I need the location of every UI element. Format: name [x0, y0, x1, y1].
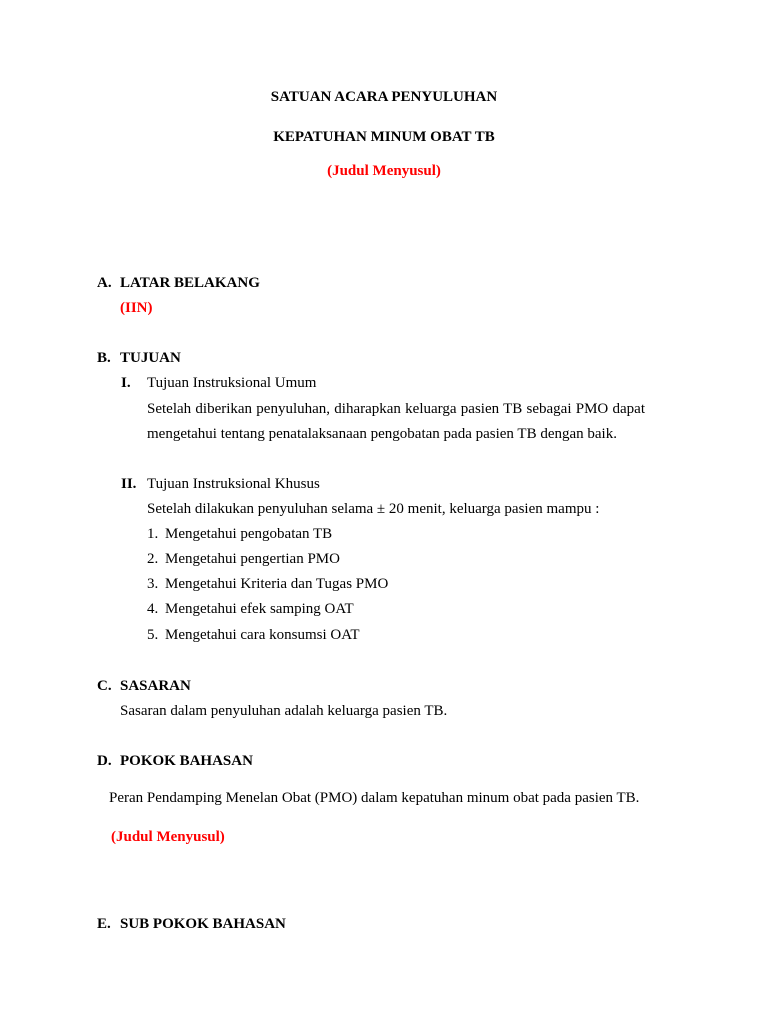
section-a-heading: [97, 274, 260, 292]
objective-general-title: Tujuan Instruksional Umum: [147, 375, 317, 391]
document-title: SATUAN ACARA PENYULUHAN: [270, 89, 498, 105]
list-item-text: Mengetahui pengertian PMO: [165, 551, 340, 567]
list-item: [147, 525, 332, 543]
list-item-number: 1.: [147, 526, 159, 542]
document-subtitle: KEPATUHAN MINUM OBAT TB: [273, 129, 495, 145]
list-item: [147, 600, 354, 618]
list-item: [147, 575, 388, 593]
objective-general-text-line-2: mengetahui tentang penatalaksanaan pengobatan pada pasien TB dengan baik.: [147, 426, 617, 442]
section-a-letter: A.: [97, 275, 112, 291]
section-d-heading: [97, 752, 253, 770]
section-a-note: (IIN): [120, 300, 153, 316]
list-item-number: 3.: [147, 576, 159, 592]
section-c-title: SASARAN: [120, 678, 191, 694]
list-item-number: 5.: [147, 627, 159, 643]
list-item-number: 2.: [147, 551, 159, 567]
section-b-letter: B.: [97, 350, 111, 366]
list-item-text: Mengetahui efek samping OAT: [165, 601, 354, 617]
section-b-heading: [97, 349, 181, 367]
section-e-title: SUB POKOK BAHASAN: [120, 916, 286, 932]
section-d-letter: D.: [97, 753, 112, 769]
section-c-body: Sasaran dalam penyuluhan adalah keluarga pasien TB.: [120, 703, 448, 719]
section-d-title: POKOK BAHASAN: [120, 753, 253, 769]
list-item-number: 4.: [147, 601, 159, 617]
objective-specific-heading: [121, 475, 320, 493]
section-a-title: LATAR BELAKANG: [120, 275, 260, 291]
objective-specific-intro: Setelah dilakukan penyuluhan selama ± 20 menit, keluarga pasien mampu :: [147, 501, 600, 517]
objective-general-heading: [121, 374, 316, 392]
list-item: [147, 550, 340, 568]
list-item-text: Mengetahui Kriteria dan Tugas PMO: [165, 576, 389, 592]
section-d-note: (Judul Menyusul): [111, 829, 225, 845]
section-b-title: TUJUAN: [120, 350, 181, 366]
section-c-heading: [97, 677, 191, 695]
objective-general-numeral: I.: [121, 375, 131, 391]
section-e-letter: E.: [97, 916, 111, 932]
title-pending-note: (Judul Menyusul): [327, 163, 441, 179]
objective-specific-title: Tujuan Instruksional Khusus: [147, 476, 320, 492]
list-item: [147, 626, 360, 644]
section-e-heading: [97, 915, 286, 933]
section-d-body: Peran Pendamping Menelan Obat (PMO) dalam kepatuhan minum obat pada pasien TB.: [109, 790, 640, 806]
list-item-text: Mengetahui cara konsumsi OAT: [165, 627, 360, 643]
objective-specific-numeral: II.: [121, 476, 137, 492]
objective-general-text-line-1: Setelah diberikan penyuluhan, diharapkan keluarga pasien TB sebagai PMO dapat: [147, 401, 645, 417]
list-item-text: Mengetahui pengobatan TB: [165, 526, 333, 542]
section-c-letter: C.: [97, 678, 112, 694]
